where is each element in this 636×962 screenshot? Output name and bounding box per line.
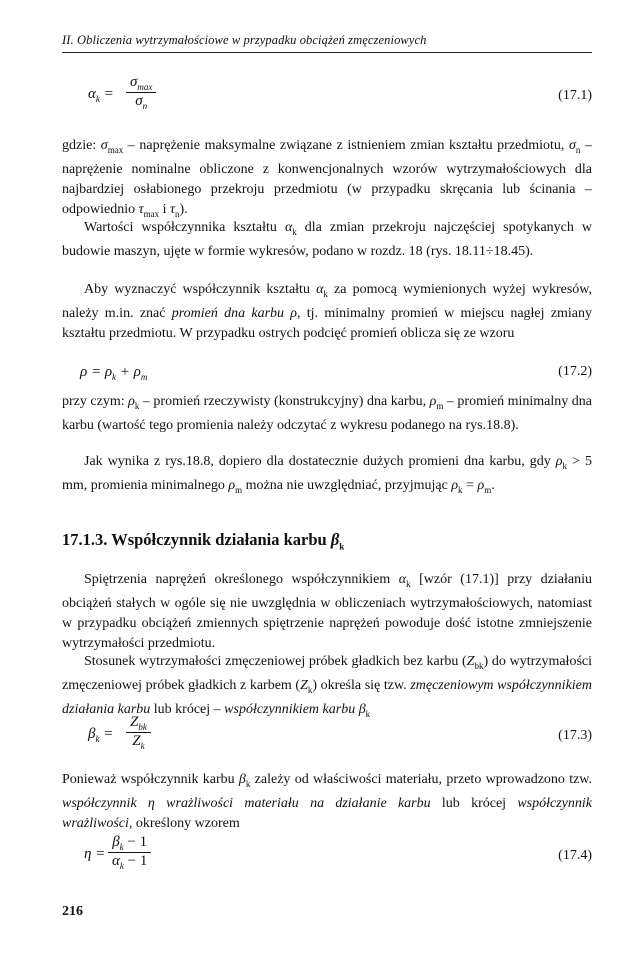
equation-17-3 <box>62 712 592 762</box>
eq-lhs: η = <box>84 846 106 862</box>
equation-number: (17.1) <box>558 88 592 103</box>
paragraph-radius: Aby wyznaczyć współczynnik kształtu $\alpha_k$ za pomocą wymienionych wyżej wykresów, należy m.in. znać promień dna karbu ρ, tj. minimalny promień w miejscu nagłej zmiany kształtu przedmiotu. W przypadku ostrych podcięć promień oblicza się ze wzoru <box>62 282 593 341</box>
eq-lhs: $\beta_k$ = <box>88 726 114 744</box>
paragraph-definitions: gdzie: $\sigma_{max}$ – naprężenie maksymalne związane z istnieniem zmian kształtu przedmiotu, $\sigma_n$ – naprężenie nominalne obliczone z konwencjonalnych wzorów wytrzymałościowych dla najbardziej osłabionego przekroju przedmiotu (w przypadku skręcania lub ścinania – odpowiednio $\tau_{max}$ i $\tau_n$). <box>62 138 593 219</box>
paragraph-stress-concentration: Spiętrzenia naprężeń określonego współczynnikiem $\alpha_k$ [wzór (17.1)] przy działaniu obciążeń stałych w ogóle się nie uwzględnia w obliczeniach wytrzymałościowych, natomiast w przypadku obciążeń zmiennych spiętrzenie naprężeń powoduje dość istotne zmniejszenie wytrzymałości przedmiotu. <box>62 572 592 651</box>
equation-17-4 <box>62 832 592 882</box>
paragraph-values: Wartości współczynnika kształtu $\alpha_k$ dla zmian przekroju najczęściej spotykanych w budowie maszyn, ujęte w formie wykresów, podano w rozdz. 18 (rys. 18.11÷18.45). <box>62 220 593 259</box>
paragraph-fatigue-ratio: Stosunek wytrzymałości zmęczeniowej próbek gładkich bez karbu $(Z_{bk})$ do wytrzymałości zmęczeniowej próbek gładkich z karbem $(Z_k)$ określa się tzw. zmęczeniowym współczynnikiem działania karbu lub krócej – współczynnikiem karbu $\beta_k$ <box>62 654 592 719</box>
equation-number: (17.4) <box>558 848 592 863</box>
section-heading: 17.1.3. Współczynnik działania karbu $\beta_k$ <box>62 530 345 552</box>
eq-fraction: $Z_{bk}$ $Z_k$ <box>126 714 151 751</box>
paragraph-where: przy czym: $\rho_k$ – promień rzeczywisty (konstrukcyjny) dna karbu, $\rho_m$ – promień minimalny dna karbu (wartość tego promienia należy odczytać z wykresu podanego na rys.18.8). <box>62 394 593 433</box>
eq-body: $\rho = \rho_k + \rho_m$ <box>80 364 148 382</box>
page-number: 216 <box>62 904 83 919</box>
equation-17-1 <box>62 74 592 124</box>
paragraph-sensitivity: Ponieważ współczynnik karbu $\beta_k$ zależy od właściwości materiału, przeto wprowadzono tzw. współczynnik η wrażliwości materiału na działanie karbu lub krócej współczynnik wrażliwości, określony wzorem <box>62 772 592 831</box>
paragraph-large-radius: Jak wynika z rys.18.8, dopiero dla dostatecznie dużych promieni dna karbu, gdy $\rho_k > 5$ mm, promienia minimalnego $\rho_m$ można nie uwzględniać, przyjmując $\rho_k = \rho_m$. <box>62 454 592 495</box>
equation-number: (17.3) <box>558 728 592 743</box>
eq-fraction: $\sigma_{max}$ $\sigma_n$ <box>126 74 156 111</box>
equation-17-2 <box>62 364 592 388</box>
running-title: II. Obliczenia wytrzymałościowe w przypadku obciążeń zmęczeniowych <box>62 33 427 47</box>
eq-fraction: $\frac{\beta_k - 1}{\alpha_k - 1}$ <box>108 834 151 871</box>
equation-number: (17.2) <box>558 364 592 379</box>
eq-lhs: $\alpha_k$ = <box>88 86 114 104</box>
running-header <box>62 33 592 53</box>
